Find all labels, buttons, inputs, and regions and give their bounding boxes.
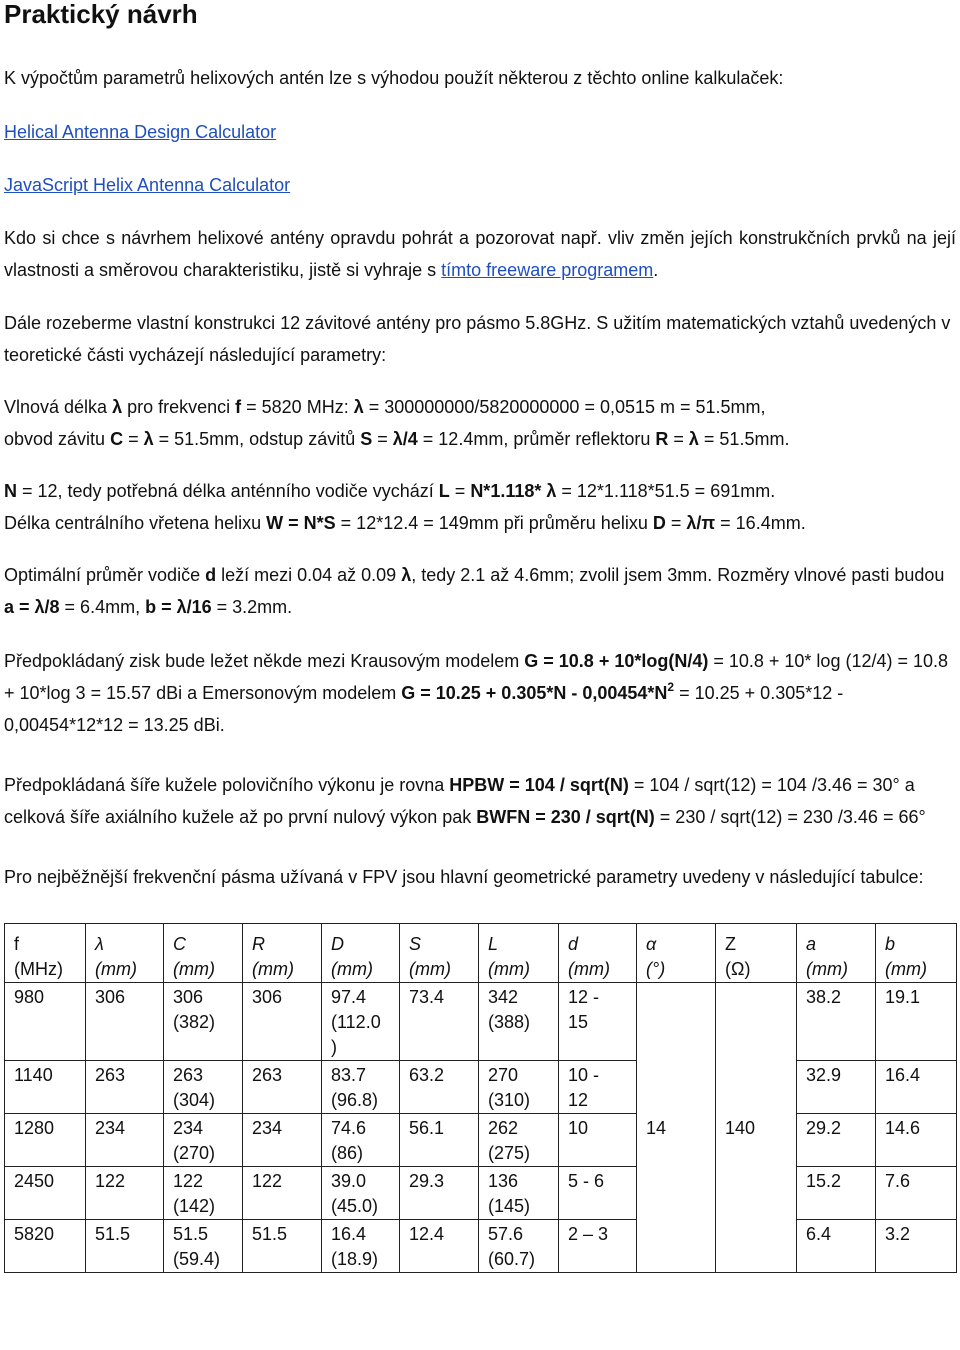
table-header-cell: f (MHz): [5, 924, 86, 983]
table-header-cell: S (mm): [400, 924, 479, 983]
paragraph-construction: Dále rozeberme vlastní konstrukci 12 závitové antény pro pásmo 5.8GHz. S užitím matematických vztahů uvedených v teoretické části vycházejí následující parametry:: [4, 313, 951, 365]
table-header-cell: d (mm): [559, 924, 637, 983]
table-header-cell: D (mm): [322, 924, 400, 983]
table-header-cell: R (mm): [243, 924, 322, 983]
page-title: Praktický návrh: [4, 0, 198, 29]
link-javascript-calculator[interactable]: JavaScript Helix Antenna Calculator: [4, 175, 291, 195]
table-header-cell: Z (Ω): [716, 924, 797, 983]
paragraph-wire-diameter: Optimální průměr vodiče d leží mezi 0.04 až 0.09 λ, tedy 2.1 až 4.6mm; zvolil jsem 3mm. Rozměry vlnové pasti budou a = λ/8 = 6.4mm, b = λ/16 = 3.2mm.: [4, 565, 945, 617]
table-row: 980 306 306 (382) 306 97.4 (112.0 ) 73.4 342 (388) 12 - 15 14 140 38.2 19.1: [5, 983, 957, 1061]
link-helical-calculator[interactable]: Helical Antenna Design Calculator: [4, 122, 277, 142]
table-header-cell: λ (mm): [86, 924, 164, 983]
paragraph-conductor-length: N = 12, tedy potřebná délka anténního vodiče vychází L = N*1.118* λ = 12*1.118*51.5 = 691mm. Délka centrálního vřetena helixu W = N*S = 12*12.4 = 149mm při průměru helixu D = λ/π = 16.4mm.: [4, 481, 806, 533]
table-row: 1140 263 263 (304) 263 83.7 (96.8) 63.2 270 (310) 10 - 12 32.9 16.4: [5, 1061, 957, 1114]
freeware-text: Kdo si chce s návrhem helixové antény opravdu pohrát a pozorovat např. vliv změn jejích konstrukčních prvků na její vlastnosti a směrovou charakteristiku, jistě si vyhraje s: [4, 228, 956, 280]
impedance-cell: 140: [716, 983, 797, 1273]
intro-paragraph: K výpočtům parametrů helixových antén lze s výhodou použít některou z těchto online kalkulaček:: [4, 68, 784, 88]
table-row: 2450 122 122 (142) 122 39.0 (45.0) 29.3 136 (145) 5 - 6 15.2 7.6: [5, 1167, 957, 1220]
parameters-table: [4, 923, 957, 1273]
table-header-row: [5, 924, 957, 983]
paragraph-wavelength: Vlnová délka λ pro frekvenci f = 5820 MHz: λ = 300000000/5820000000 = 0,0515 m = 51.5mm, obvod závitu C = λ = 51.5mm, odstup závitů S = λ/4 = 12.4mm, průměr reflektoru R = λ = 51.5mm.: [4, 397, 790, 449]
table-row: 1280 234 234 (270) 234 74.6 (86) 56.1 262 (275) 10 29.2 14.6: [5, 1114, 957, 1167]
link-freeware-program[interactable]: tímto freeware programem: [441, 260, 654, 280]
table-header-cell: b (mm): [876, 924, 957, 983]
table-header-cell: a (mm): [797, 924, 876, 983]
paragraph-table-intro: Pro nejběžnější frekvenční pásma užívaná v FPV jsou hlavní geometrické parametry uvedeny v následující tabulce:: [4, 867, 924, 887]
paragraph-freeware: [4, 222, 956, 286]
alpha-cell: 14: [637, 983, 716, 1273]
freeware-end: .: [653, 260, 659, 280]
paragraph-beamwidth: Předpokládaná šíře kužele polovičního výkonu je rovna HPBW = 104 / sqrt(N) = 104 / sqrt(12) = 104 /3.46 = 30° a celková šíře axiálního kužele až po první nulový výkon pak BWFN = 230 / sqrt(N) = 230 / sqrt(12) = 230 /3.46 = 66°: [4, 775, 926, 827]
table-header-cell: C (mm): [164, 924, 243, 983]
paragraph-gain: Předpokládaný zisk bude ležet někde mezi Krausovým modelem G = 10.8 + 10*log(N/4) = 10.8 + 10* log (12/4) = 10.8 + 10*log 3 = 15.57 dBi a Emersonovým modelem $G = 10.25 + 0.305*N - 0,00454*N^2 = 10.25 + 0.305*12 - 0,00454*12*12 = 13.25$ dBi.: [4, 651, 949, 735]
table-header-cell: α (°): [637, 924, 716, 983]
table-row: 5820 51.5 51.5 (59.4) 51.5 16.4 (18.9) 12.4 57.6 (60.7) 2 – 3 6.4 3.2: [5, 1220, 957, 1273]
table-header-cell: L (mm): [479, 924, 559, 983]
